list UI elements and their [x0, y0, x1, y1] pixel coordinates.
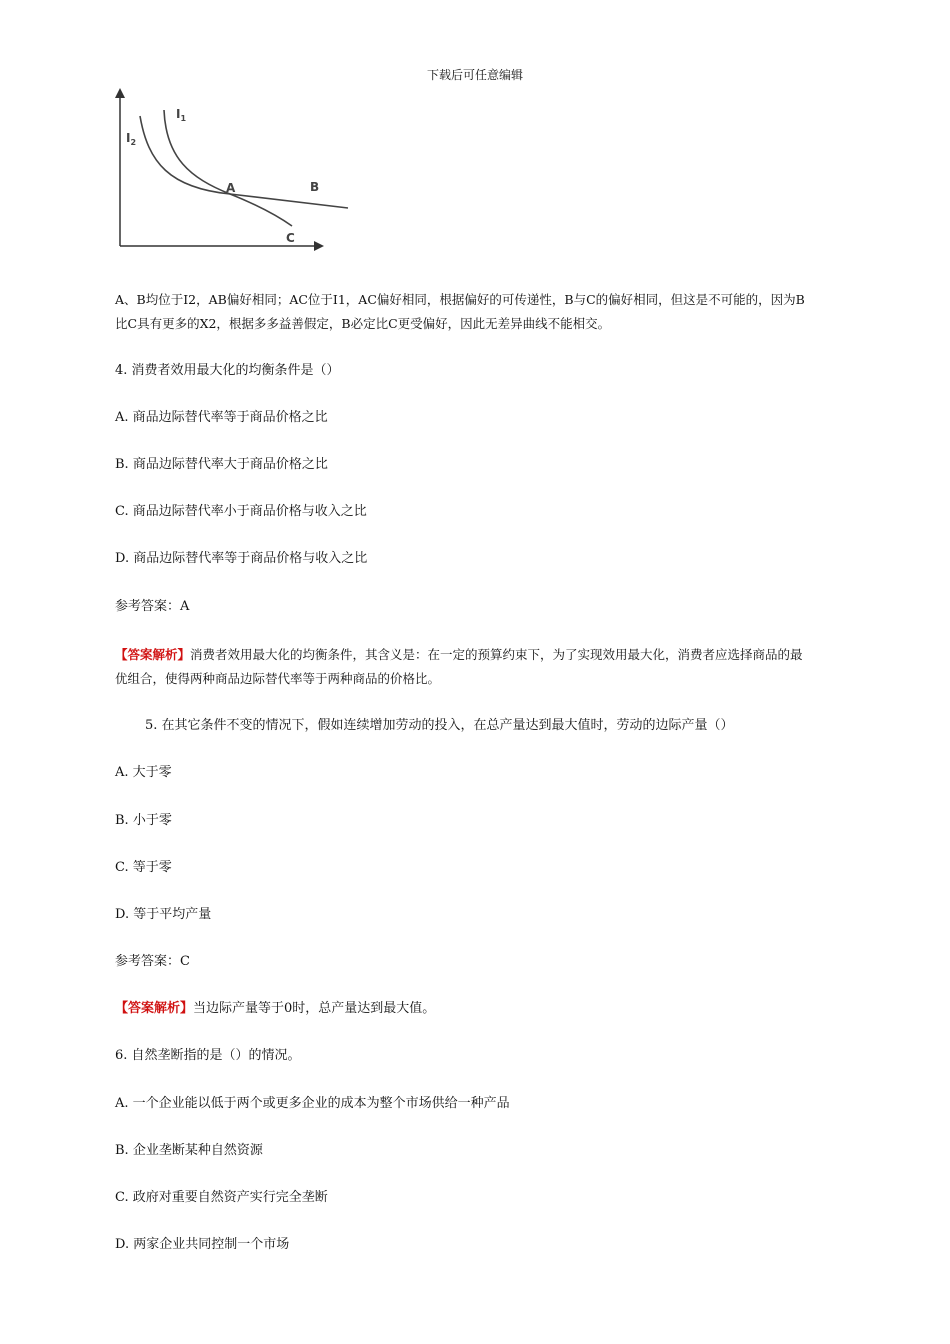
q4-analysis-line-2: 优组合，使得两种商品边际替代率等于两种商品的价格比。 — [115, 671, 441, 686]
indifference-curve-diagram — [100, 88, 360, 258]
q4-question: 4. 消费者效用最大化的均衡条件是（） — [115, 363, 340, 378]
q5-analysis-text: 当边际产量等于0时，总产量达到最大值。 — [193, 1001, 436, 1016]
page-header: 下载后可任意编辑 — [426, 68, 523, 82]
q4-option-b: B. 商品边际替代率大于商品价格之比 — [115, 457, 328, 472]
label-i1: $I_1$ — [176, 107, 187, 123]
q6-option-c: C. 政府对重要自然资产实行完全垄断 — [115, 1190, 328, 1205]
q4-option-a: A. 商品边际替代率等于商品价格之比 — [115, 410, 328, 425]
q6-option-a: A. 一个企业能以低于两个或更多企业的成本为整个市场供给一种产品 — [115, 1096, 510, 1111]
q4-option-d: D. 商品边际替代率等于商品价格与收入之比 — [115, 551, 368, 566]
q5-option-b: B. 小于零 — [115, 813, 172, 828]
q6-option-d: D. 两家企业共同控制一个市场 — [115, 1237, 290, 1252]
q4-answer: 参考答案：A — [115, 599, 190, 614]
q4-analysis-line-1 — [115, 643, 905, 667]
q5-question: 5. 在其它条件不变的情况下，假如连续增加劳动的投入，在总产量达到最大值时，劳动的边际产量（） — [145, 718, 734, 733]
explanation-line-2: 比C具有更多的X2，根据多多益善假定，B必定比C更受偏好，因此无差异曲线不能相交。 — [115, 316, 611, 331]
label-a: A — [226, 181, 236, 195]
q5-analysis-tag: 【答案解析】 — [115, 1001, 194, 1016]
q6-question: 6. 自然垄断指的是（）的情况。 — [115, 1048, 301, 1063]
label-b: B — [310, 180, 320, 194]
label-c: C — [286, 231, 295, 245]
label-i2: $I_2$ — [126, 131, 137, 147]
indifference-curve-figure — [100, 88, 360, 258]
q5-option-a: A. 大于零 — [115, 765, 172, 780]
x-axis-arrow — [314, 241, 324, 251]
q6-option-b: B. 企业垄断某种自然资源 — [115, 1143, 263, 1158]
q4-option-c: C. 商品边际替代率小于商品价格与收入之比 — [115, 504, 367, 519]
q4-analysis-text: 消费者效用最大化的均衡条件，其含义是：在一定的预算约束下，为了实现效用最大化，消费者应选择商品的最 — [190, 647, 803, 662]
q4-analysis-tag: 【答案解析】 — [115, 647, 191, 662]
curve-i2 — [140, 116, 348, 208]
q5-option-c: C. 等于零 — [115, 860, 172, 875]
curve-i1 — [164, 110, 292, 226]
explanation-line-1: A、B均位于I2，AB偏好相同；AC位于I1，AC偏好相同，根据偏好的可传递性，B与C的偏好相同，但这是不可能的，因为B — [115, 292, 805, 307]
q5-option-d: D. 等于平均产量 — [115, 907, 212, 922]
y-axis-arrow — [115, 88, 125, 98]
q5-analysis — [115, 997, 905, 1021]
q5-answer: 参考答案：C — [115, 954, 190, 969]
